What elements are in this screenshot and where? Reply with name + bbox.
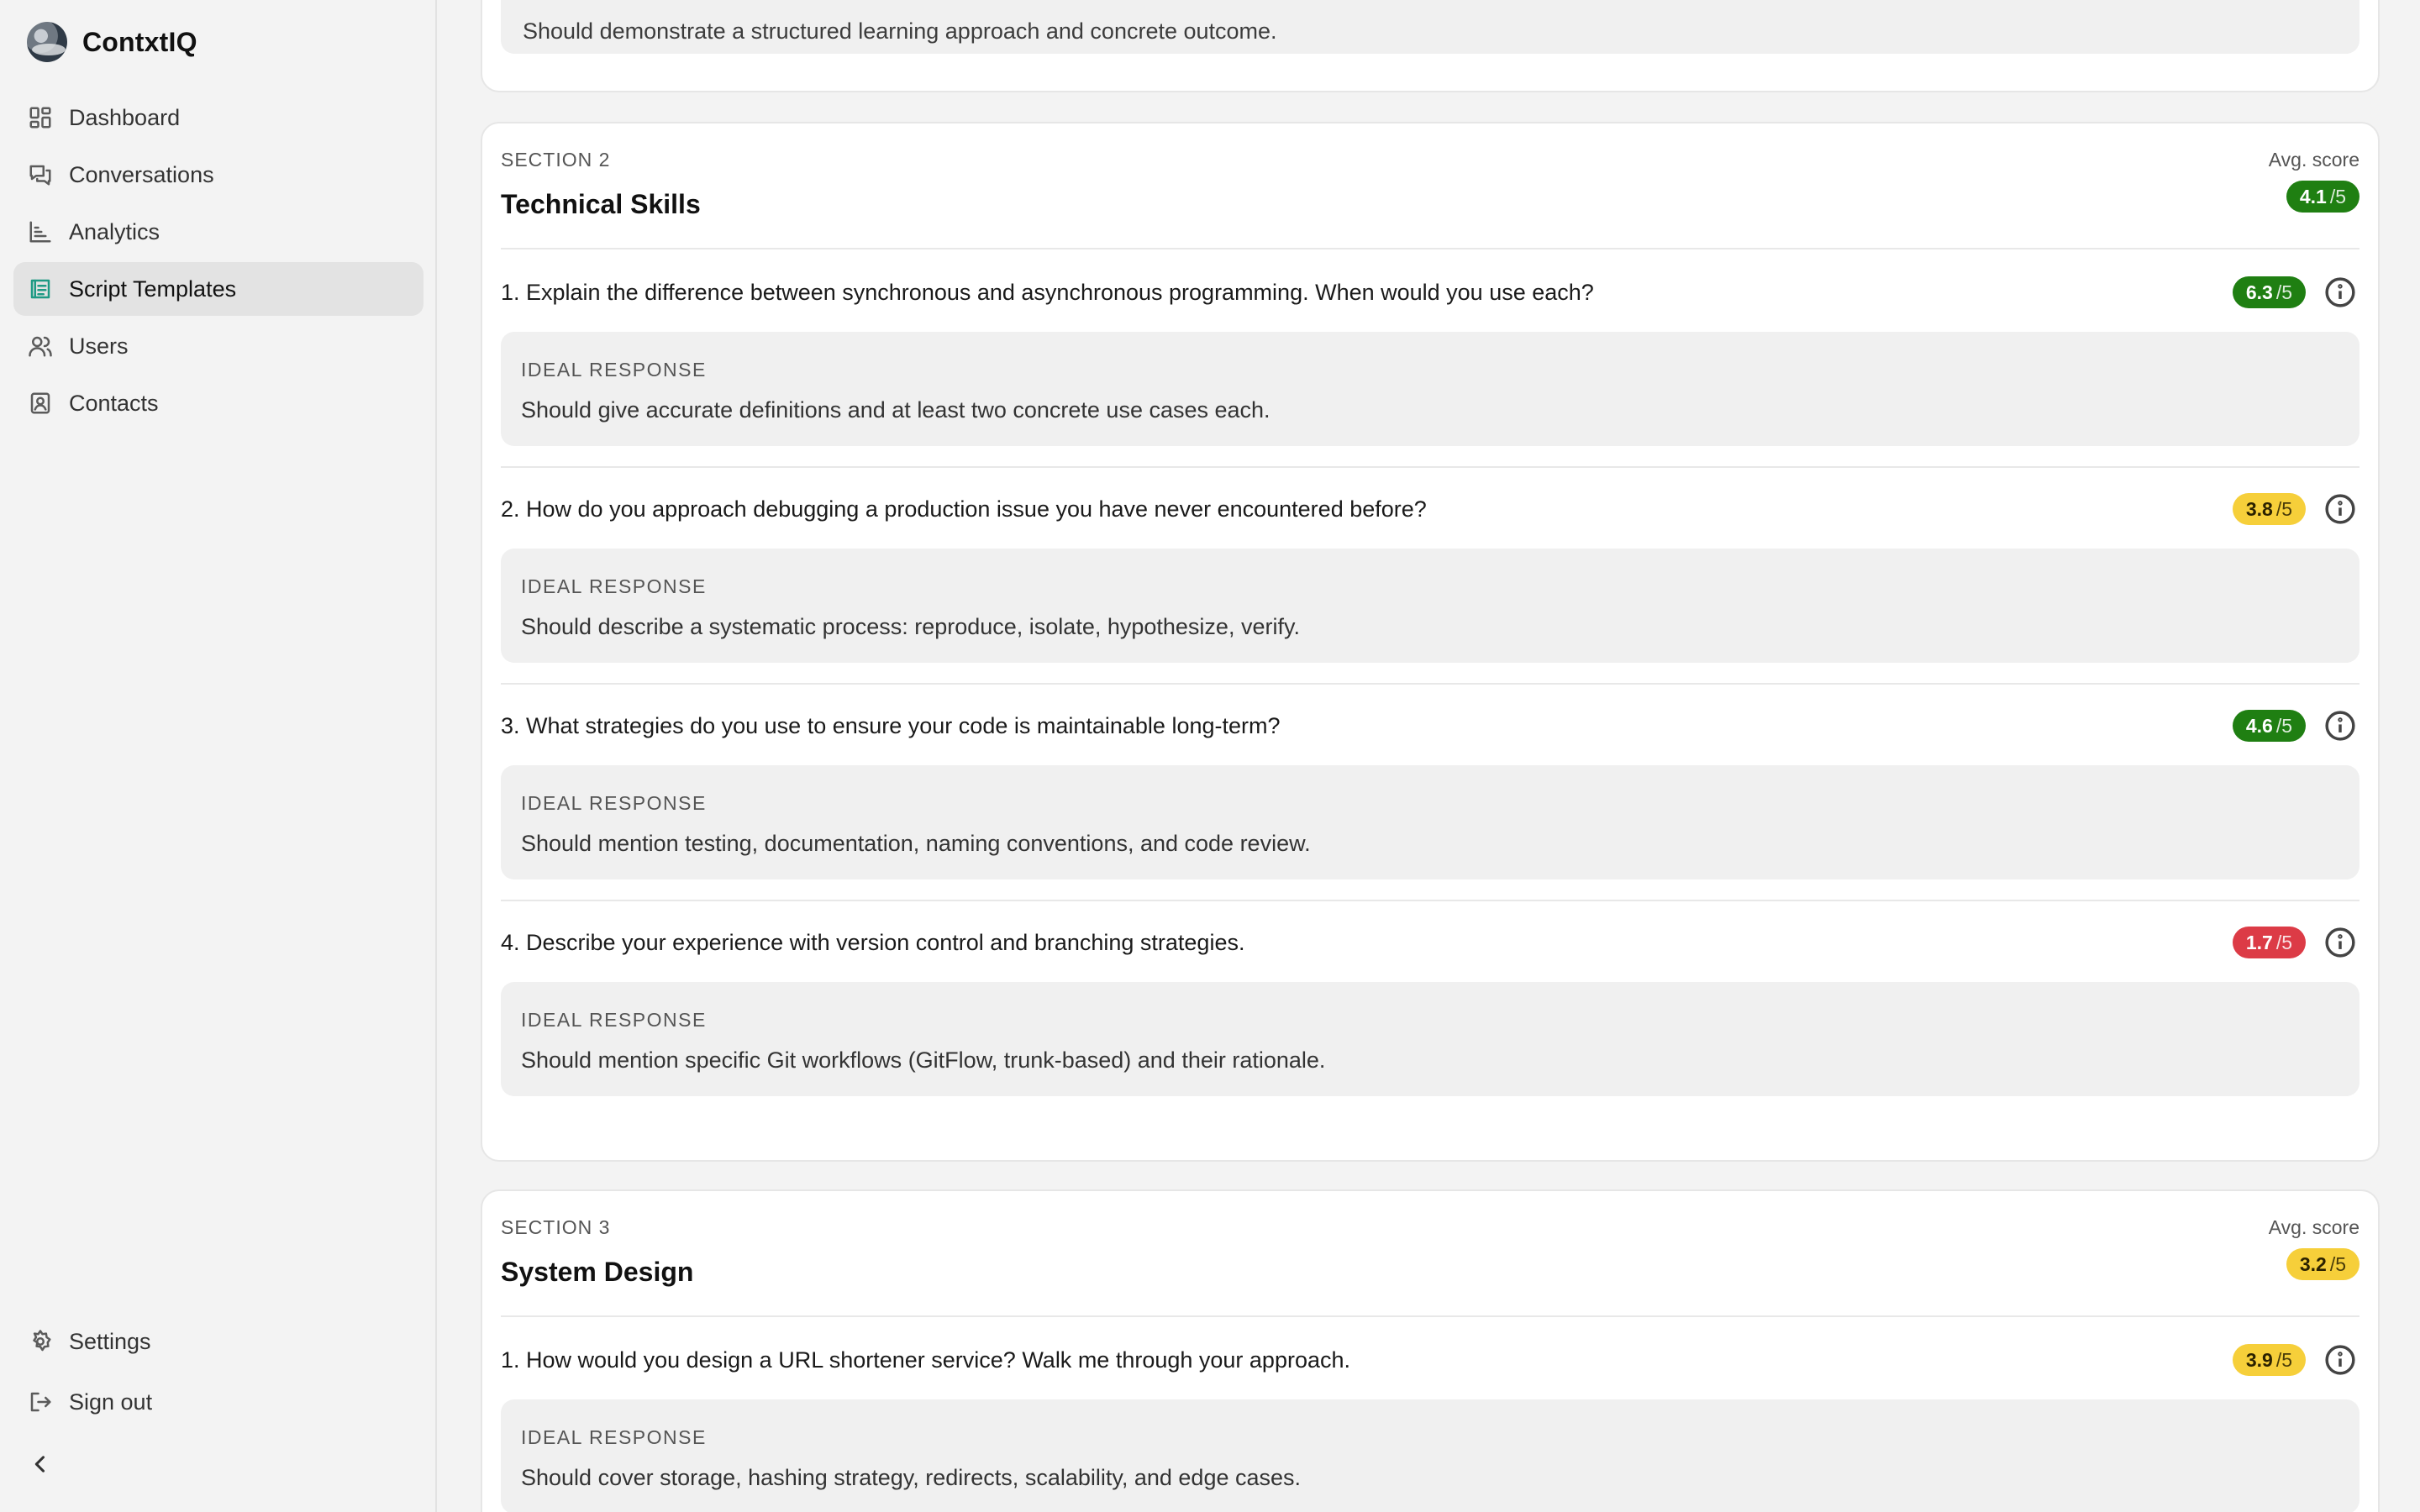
chevron-left-icon (29, 1452, 52, 1476)
sidebar-item-dashboard[interactable] (13, 91, 424, 144)
info-icon[interactable] (2324, 493, 2356, 525)
ideal-response-label: IDEAL RESPONSE (521, 792, 707, 814)
question-text: 4. Describe your experience with version control and branching strategies. (501, 930, 1245, 955)
section-header (501, 1191, 2360, 1317)
ideal-response (501, 765, 2360, 879)
sidebar-item-contacts[interactable] (13, 376, 424, 430)
sidebar-item-label: Analytics (69, 218, 160, 244)
score-denominator: /5 (2275, 1348, 2292, 1371)
brand[interactable] (27, 20, 197, 64)
section-label: SECTION 3 (501, 1216, 611, 1238)
question-text: 1. Explain the difference between synchronous and asynchronous programming. When would you use each? (501, 280, 1594, 305)
sidebar-item-script-templates[interactable] (13, 262, 424, 316)
score-value: 6.3 (2245, 281, 2273, 303)
section-card (481, 1189, 2380, 1512)
sidebar-item-label: Script Templates (69, 276, 237, 302)
sidebar-item-label: Dashboard (69, 104, 181, 130)
question-item (501, 901, 2360, 1118)
question-text: 1. How would you design a URL shortener service? Walk me through your approach. (501, 1347, 1351, 1373)
score-denominator: /5 (2275, 931, 2292, 953)
question-text: 2. How do you approach debugging a production issue you have never encountered before? (501, 496, 1427, 522)
score-badge (2233, 710, 2306, 742)
brand-logo (27, 22, 67, 62)
ideal-response-label: IDEAL RESPONSE (521, 1009, 707, 1031)
question-item (501, 468, 2360, 685)
ideal-response-label: IDEAL RESPONSE (521, 359, 707, 381)
section-card (481, 122, 2380, 1162)
ideal-response (501, 549, 2360, 663)
users-icon (27, 333, 54, 360)
sidebar-bottom-nav (13, 1315, 424, 1436)
info-icon[interactable] (2324, 927, 2356, 958)
sidebar-item-label: Users (69, 333, 129, 359)
section-label: SECTION 2 (501, 149, 611, 171)
avg-score-badge (2286, 181, 2360, 213)
ideal-response-text: Should mention testing, documentation, naming conventions, and code review. (521, 831, 1311, 856)
ideal-response-label: IDEAL RESPONSE (521, 1426, 707, 1448)
sign-out-icon (27, 1389, 54, 1415)
ideal-response-text: Should mention specific Git workflows (GitFlow, trunk-based) and their rationale. (521, 1047, 1326, 1073)
sidebar-item-label: Conversations (69, 161, 214, 187)
avg-score-value: 4.1 (2299, 185, 2327, 207)
score-badge (2233, 276, 2306, 308)
sidebar-item-label: Contacts (69, 390, 159, 416)
sidebar-item-users[interactable] (13, 319, 424, 373)
sidebar-item-label: Settings (69, 1328, 151, 1354)
contacts-icon (27, 390, 54, 417)
sidebar-item-sign-out[interactable] (13, 1375, 424, 1429)
info-icon[interactable] (2324, 1344, 2356, 1376)
avg-score-value: 3.2 (2299, 1252, 2327, 1275)
ideal-response-text: Should demonstrate a structured learning approach and concrete outcome. (523, 18, 1277, 44)
score-badge (2233, 927, 2306, 958)
script-templates-icon (27, 276, 54, 302)
score-denominator: /5 (2275, 497, 2292, 520)
avg-score-label: Avg. score (2268, 149, 2360, 171)
section-card-previous (481, 0, 2380, 92)
collapse-sidebar-button[interactable] (25, 1449, 55, 1479)
score-denominator: /5 (2275, 714, 2292, 737)
section-title: Technical Skills (501, 189, 701, 219)
score-value: 3.9 (2245, 1348, 2273, 1371)
question-text: 3. What strategies do you use to ensure your code is maintainable long-term? (501, 713, 1281, 738)
ideal-response-text: Should cover storage, hashing strategy, redirects, scalability, and edge cases. (521, 1465, 1302, 1490)
score-badge (2233, 493, 2306, 525)
section-header (501, 123, 2360, 249)
dashboard-icon (27, 104, 54, 131)
ideal-response-text: Should give accurate definitions and at least two concrete use cases each. (521, 397, 1270, 423)
score-badge (2233, 1344, 2306, 1376)
score-denominator: /5 (2275, 281, 2292, 303)
avg-score-denominator: /5 (2329, 1252, 2346, 1275)
analytics-icon (27, 218, 54, 245)
avg-score-badge (2286, 1248, 2360, 1280)
ideal-response (501, 0, 2360, 54)
conversations-icon (27, 161, 54, 188)
ideal-response-text: Should describe a systematic process: reproduce, isolate, hypothesize, verify. (521, 614, 1300, 639)
question-item (501, 685, 2360, 901)
section-title: System Design (501, 1257, 694, 1287)
avg-score-denominator: /5 (2329, 185, 2346, 207)
sidebar-item-analytics[interactable] (13, 205, 424, 259)
ideal-response (501, 982, 2360, 1096)
ideal-response-label: IDEAL RESPONSE (521, 575, 707, 597)
question-item (501, 1319, 2360, 1512)
score-value: 1.7 (2245, 931, 2273, 953)
brand-name: ContxtIQ (82, 26, 197, 57)
sidebar-nav (13, 91, 424, 433)
ideal-response (501, 1399, 2360, 1512)
info-icon[interactable] (2324, 710, 2356, 742)
gear-icon (27, 1328, 54, 1355)
sidebar (0, 0, 437, 1512)
question-item (501, 251, 2360, 468)
main-content (437, 0, 2420, 1512)
info-icon[interactable] (2324, 276, 2356, 308)
sidebar-item-conversations[interactable] (13, 148, 424, 202)
ideal-response (501, 332, 2360, 446)
sidebar-item-settings[interactable] (13, 1315, 424, 1368)
score-value: 4.6 (2245, 714, 2273, 737)
score-value: 3.8 (2245, 497, 2273, 520)
avg-score-label: Avg. score (2268, 1216, 2360, 1238)
sidebar-item-label: Sign out (69, 1389, 153, 1415)
